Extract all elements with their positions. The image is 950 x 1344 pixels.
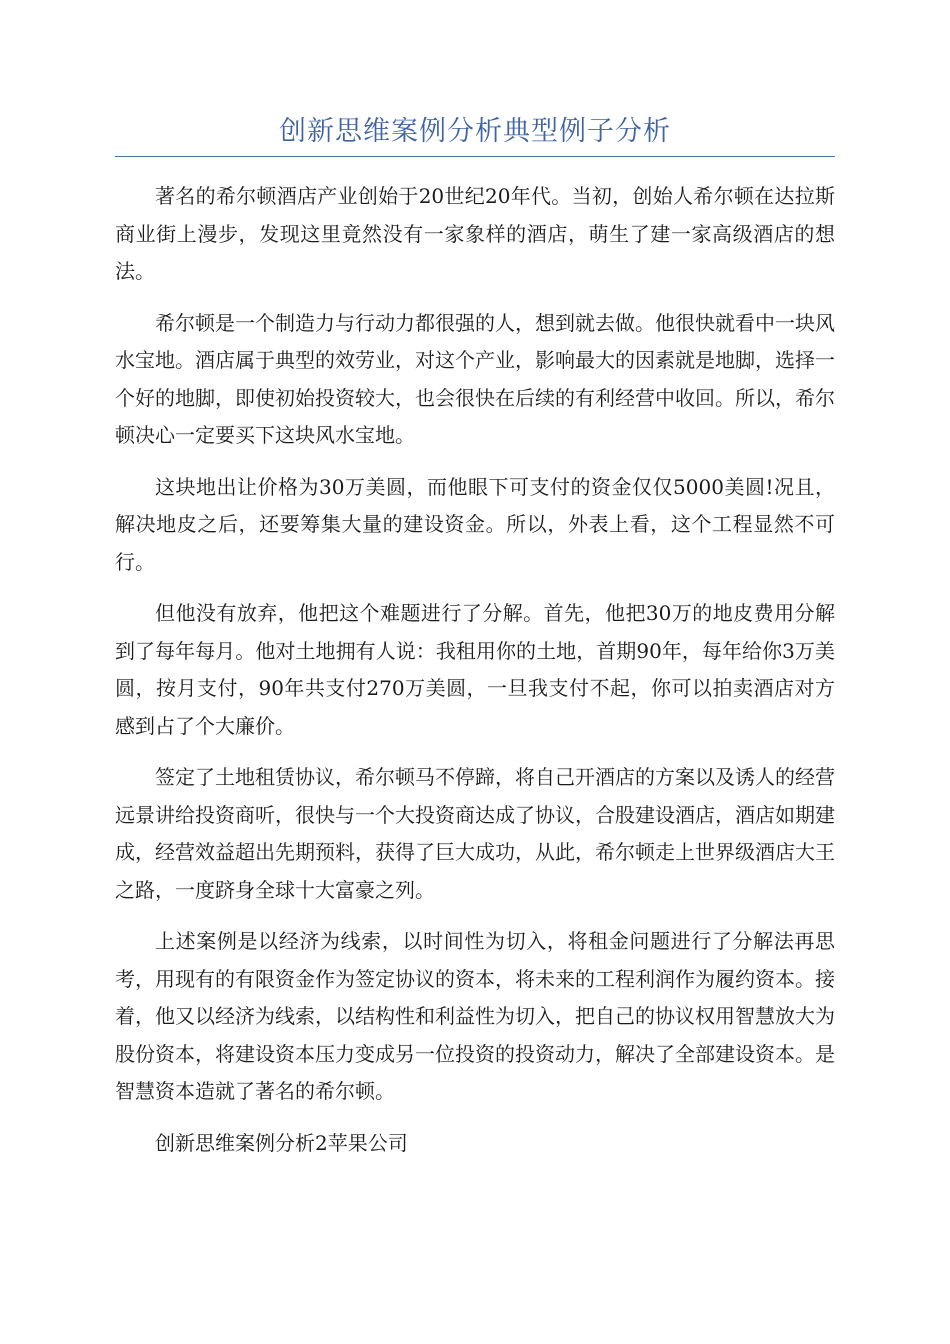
paragraph-6: 上述案例是以经济为线索，以时间性为切入，将租金问题进行了分解法再思考，用现有的有限资金作为签定协议的资本，将未来的工程利润作为履约资本。接着，他又以经济为线索，以结构性和利益性为切入，把自己的协议权用智慧放大为股份资本，将建设资本压力变成另一位投资的投资动力，解决了全部建设资本。是智慧资本造就了著名的希尔顿。: [115, 929, 835, 1103]
document-title: 创新思维案例分析典型例子分析: [279, 116, 671, 147]
paragraph-2: 希尔顿是一个制造力与行动力都很强的人，想到就去做。他很快就看中一块风水宝地。酒店属于典型的效劳业，对这个产业，影响最大的因素就是地脚，选择一个好的地脚，即使初始投资较大，也会很快在后续的有利经营中收回。所以，希尔顿决心一定要买下这块风水宝地。: [115, 310, 835, 447]
paragraph-3: 这块地出让价格为30万美圆，而他眼下可支付的资金仅仅5000美圆!况且，解决地皮之后，还要筹集大量的建设资金。所以，外表上看，这个工程显然不可行。: [115, 474, 835, 574]
title-block: [115, 112, 835, 157]
paragraph-4: 但他没有放弃，他把这个难题进行了分解。首先，他把30万的地皮费用分解到了每年每月。他对土地拥有人说：我租用你的土地，首期90年，每年给你3万美圆，按月支付，90年共支付270万美圆，一旦我支付不起，你可以拍卖酒店对方感到占了个大廉价。: [115, 601, 835, 738]
document-body: [115, 178, 835, 1176]
paragraph-1: 著名的希尔顿酒店产业创始于20世纪20年代。当初，创始人希尔顿在达拉斯商业街上漫步，发现这里竟然没有一家象样的酒店，萌生了建一家高级酒店的想法。: [115, 184, 835, 283]
section-heading-apple: 创新思维案例分析2苹果公司: [155, 1130, 408, 1155]
paragraph-5: 签定了土地租赁协议，希尔顿马不停蹄，将自己开酒店的方案以及诱人的经营远景讲给投资商听，很快与一个大投资商达成了协议，合股建设酒店，酒店如期建成，经营效益超出先期预料，获得了巨大成功，从此，希尔顿走上世界级酒店大王之路，一度跻身全球十大富豪之列。: [115, 765, 835, 902]
